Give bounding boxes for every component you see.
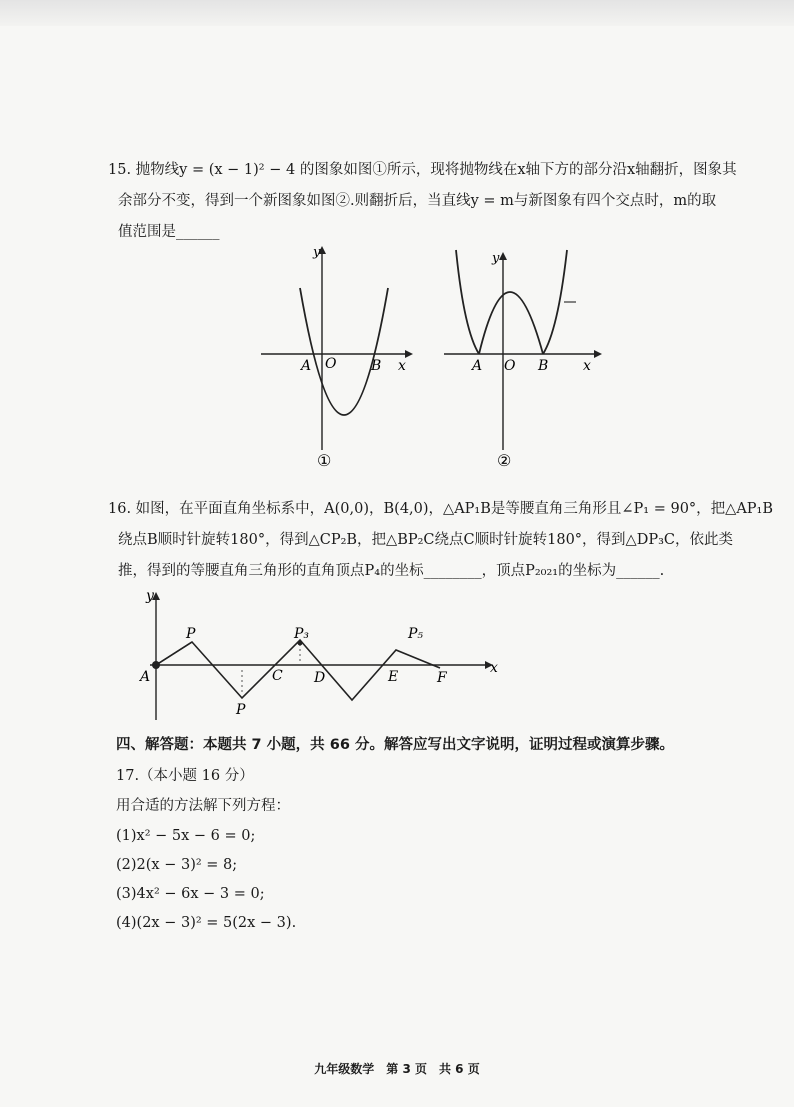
zigzag-label-E: E (388, 669, 399, 685)
fig1-caption: ① (317, 451, 332, 470)
q16-line-3: 推，得到的等腰直角三角形的直角顶点P₄的坐标________，顶点P₂₀₂₁的坐标为______. (118, 563, 665, 579)
fig2-label-x: x (583, 358, 591, 374)
q16-line-2: 绕点B顺时针旋转180°，得到△CP₂B，把△BP₂C绕点C顺时针旋转180°，得到△DP₃C，依此类 (118, 532, 733, 548)
fig1-label-B: B (371, 358, 382, 374)
parabola-figure-2 (440, 240, 605, 470)
zigzag-label-x: x (490, 660, 498, 676)
fig1-label-O: O (325, 356, 337, 372)
parabola-figure-1 (255, 240, 420, 470)
fig2-y-arrow (499, 252, 507, 260)
zigzag-label-D: D (314, 670, 326, 686)
fig2-label-O: O (504, 358, 516, 374)
q15-line-1: 15. 抛物线y = (x − 1)² − 4 的图象如图①所示，现将抛物线在x轴下方的部分沿x轴翻折，图象其 (108, 162, 737, 178)
fig2-label-A: A (472, 358, 483, 374)
fig2-label-y: y (492, 251, 500, 266)
fig1-x-arrow (405, 350, 413, 358)
q17-intro: 用合适的方法解下列方程： (116, 798, 290, 814)
zigzag-figure (130, 588, 510, 723)
zigzag-origin-dot (152, 661, 160, 669)
zigzag-label-y: y (146, 588, 154, 604)
q17-equation-2: (2)2(x − 3)² = 8; (116, 857, 238, 873)
zigzag-label-F: F (437, 670, 447, 686)
fig1-label-A: A (301, 358, 312, 374)
fig2-caption: ② (497, 451, 512, 470)
fig2-left-branch (456, 250, 479, 354)
section-4-heading: 四、解答题：本题共 7 小题，共 66 分。解答应写出文字说明，证明过程或演算步骤。 (116, 737, 674, 753)
zigzag-label-P2: P (236, 702, 246, 718)
fig1-label-x: x (398, 358, 406, 374)
q17-equation-3: (3)4x² − 6x − 3 = 0; (116, 886, 265, 902)
q16-line-1: 16. 如图，在平面直角坐标系中，A(0,0)，B(4,0)，△AP₁B是等腰直角三角形且∠P₁ = 90°，把△AP₁B (108, 501, 774, 517)
q17-title: 17.（本小题 16 分） (116, 768, 254, 784)
page-footer: 九年级数学 第 3 页 共 6 页 (314, 1062, 480, 1076)
fig2-x-arrow (594, 350, 602, 358)
scan-top-band (0, 0, 794, 26)
fig2-right-branch (543, 250, 567, 354)
fig1-parabola (300, 288, 388, 415)
zigzag-seg-a (156, 642, 192, 665)
fig2-flipped-arch (479, 292, 543, 354)
q17-equation-1: (1)x² − 5x − 6 = 0; (116, 828, 256, 844)
zigzag-label-C: C (272, 668, 283, 684)
q17-equation-4: (4)(2x − 3)² = 5(2x − 3). (116, 915, 297, 931)
zigzag-label-A: A (140, 669, 151, 685)
zigzag-label-P5: P₅ (408, 626, 424, 642)
zigzag-label-P3: P₃ (294, 626, 310, 642)
q15-line-3: 值范围是______ (118, 224, 220, 240)
q15-line-2: 余部分不变，得到一个新图象如图②.则翻折后，当直线y = m与新图象有四个交点时，m的取 (118, 193, 717, 209)
zigzag-label-P1: P (186, 626, 196, 642)
fig1-label-y: y (313, 245, 321, 260)
fig2-label-B: B (538, 358, 549, 374)
